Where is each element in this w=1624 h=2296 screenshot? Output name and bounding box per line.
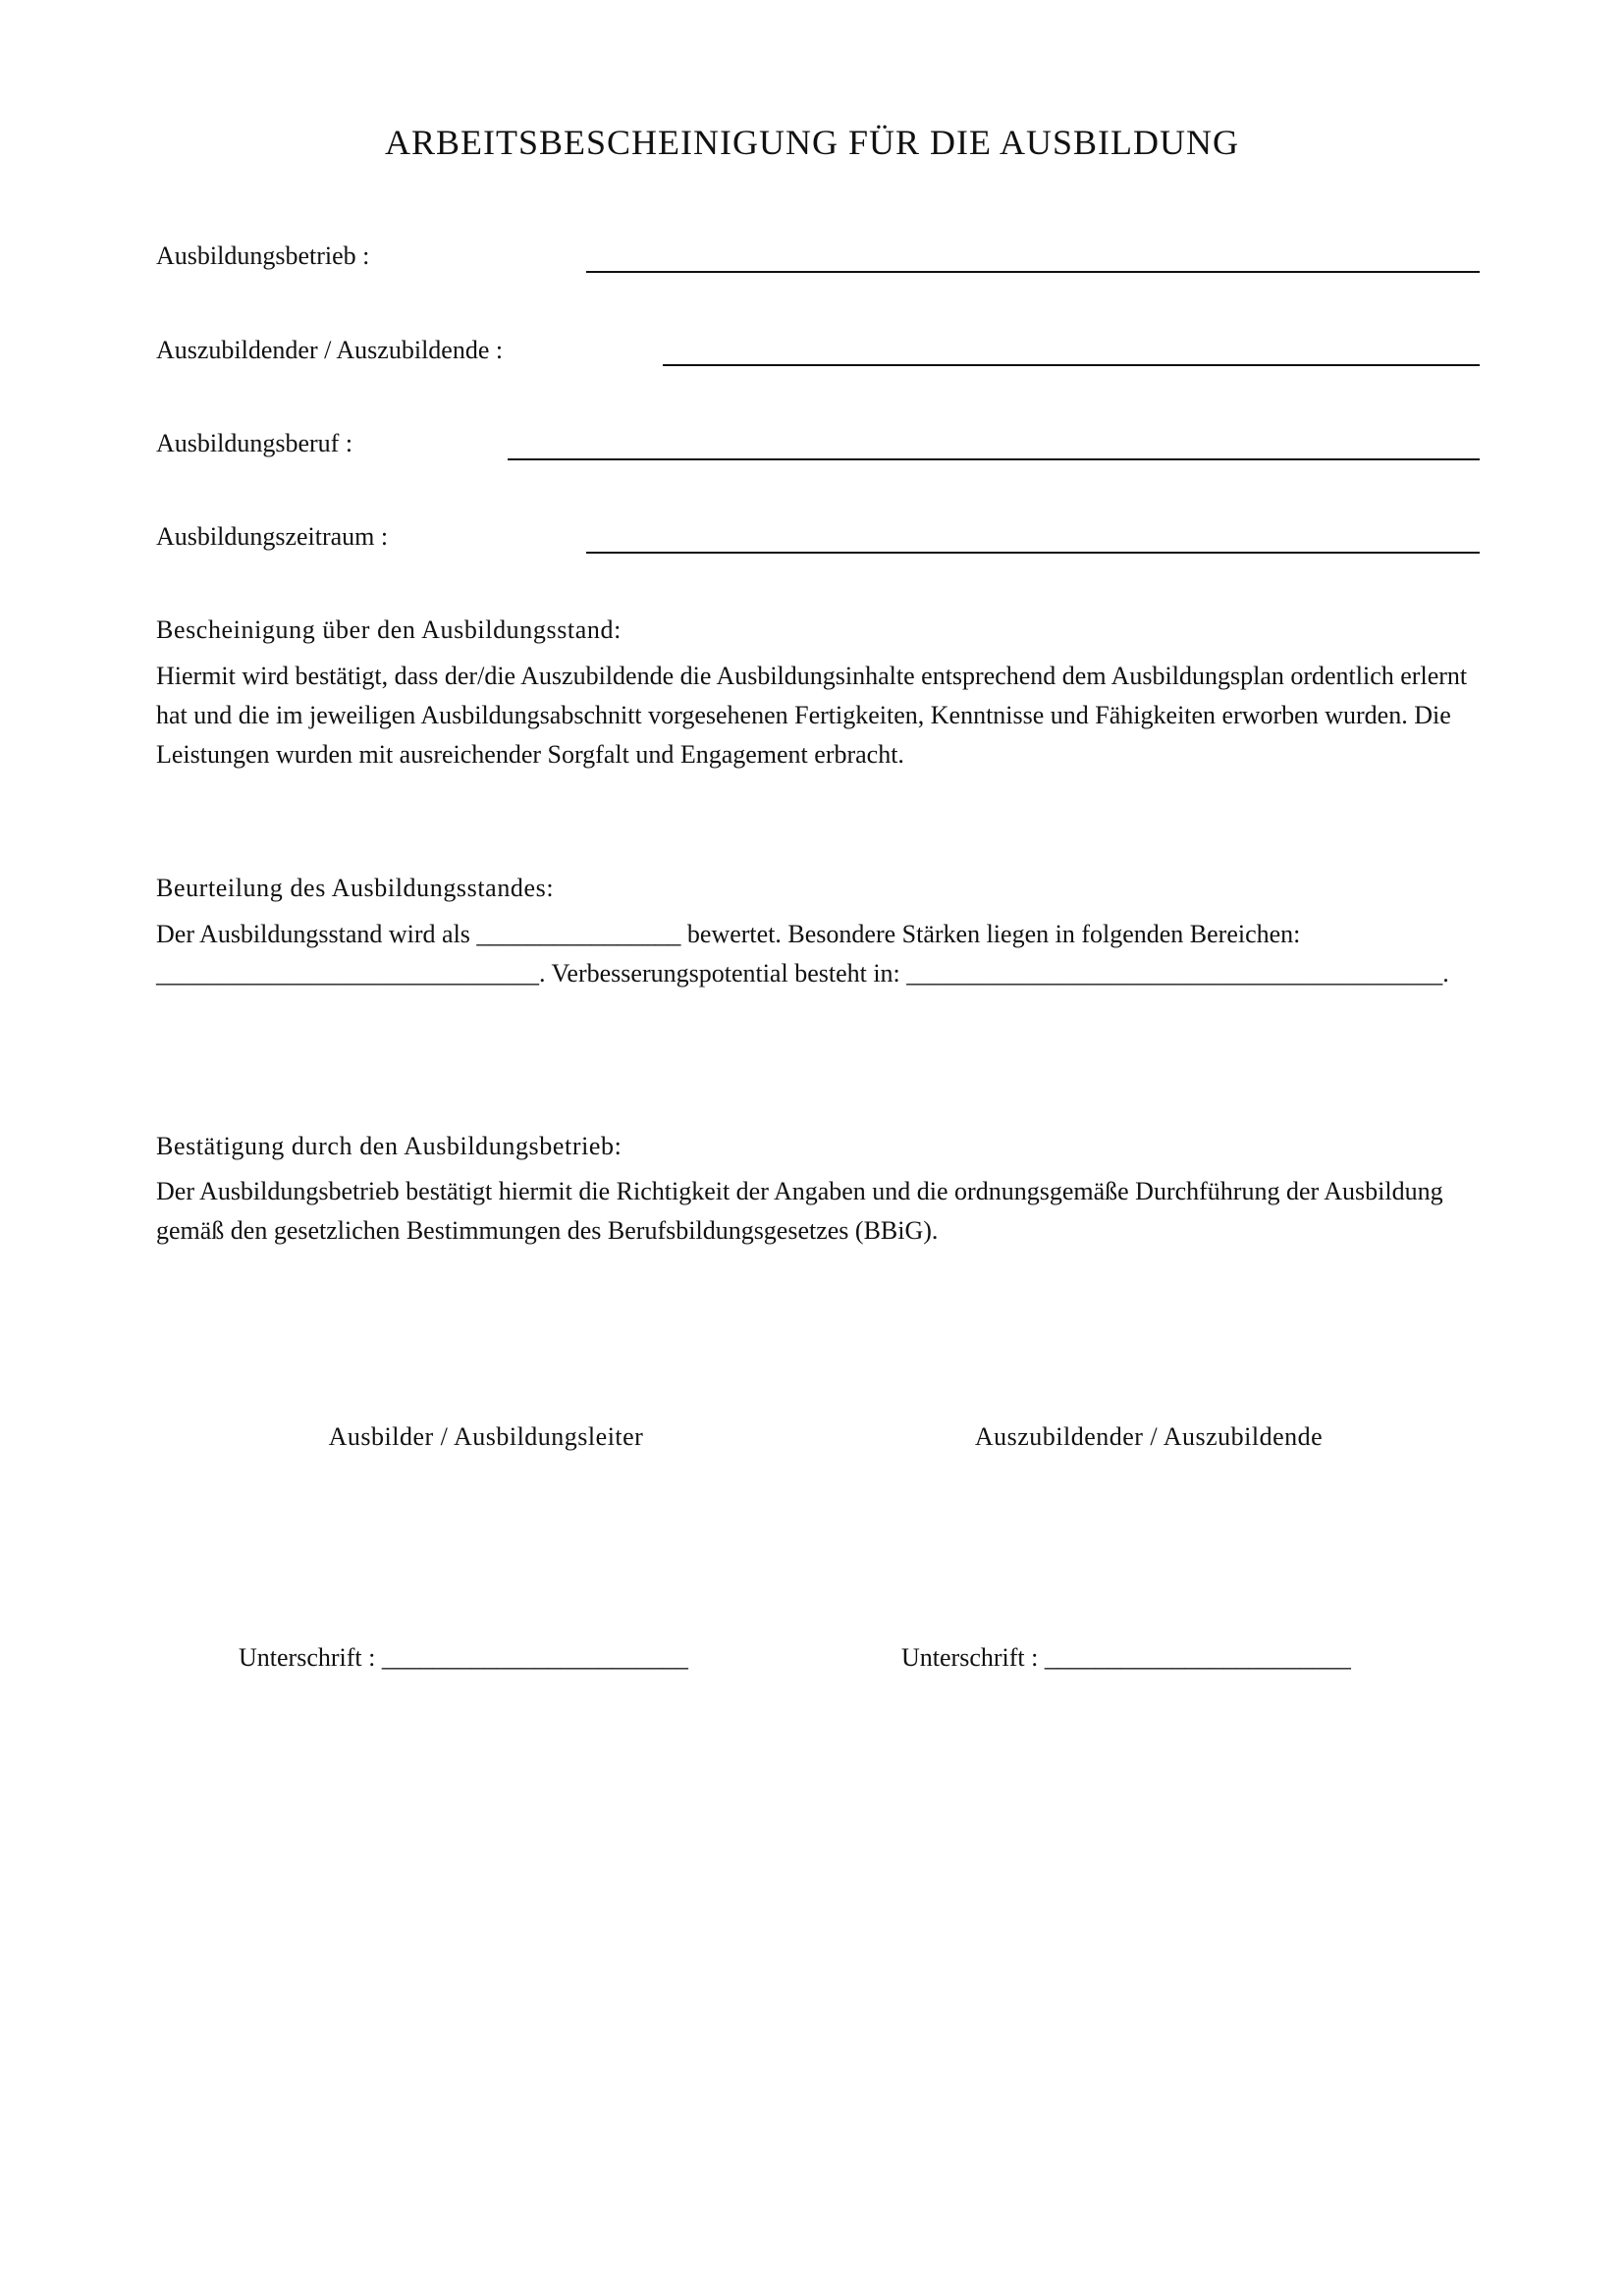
signature-line-trainer [239,1641,688,1675]
field-label-training-company: Ausbildungsbetrieb : [156,241,370,270]
assessment-text-part4: . [1442,959,1449,988]
signature-label-trainer: Unterschrift : [239,1643,382,1672]
assessment-heading: Beurteilung des Ausbildungsstandes: [156,874,555,902]
field-line-occupation[interactable] [508,458,1480,460]
assessment-rating-blank[interactable]: ________________ [476,920,681,948]
confirmation-heading: Bestätigung durch den Ausbildungsbetrieb: [156,1132,623,1160]
assessment-improvement-blank[interactable]: __________________________________________ [906,959,1443,988]
field-label-occupation: Ausbildungsberuf : [156,429,353,457]
signature-line-trainee [901,1641,1351,1675]
field-line-training-period[interactable] [586,552,1480,554]
field-label-training-period: Ausbildungszeitraum : [156,522,389,551]
confirmation-text: Der Ausbildungsbetrieb bestätigt hiermit die Richtigkeit der Angaben und die ordnungsgemäße Durchführung der Ausbildung gemäß den gesetzlichen Bestimmungen des Berufsbildungsgesetzes (BBiG). [156,1177,1443,1245]
assessment-text-part1: Der Ausbildungsstand wird als [156,920,477,948]
signature-blank-trainee[interactable]: ________________________ [1044,1643,1351,1672]
field-line-training-company[interactable] [586,271,1480,273]
field-label-trainee: Auszubildender / Auszubildende : [156,336,504,364]
signature-role-trainer: Ausbilder / Ausbildungsleiter [328,1422,644,1451]
assessment-text-part3: . Verbesserungspotential besteht in: [539,959,907,988]
signature-blank-trainer[interactable]: ________________________ [381,1643,688,1672]
signature-label-trainee: Unterschrift : [901,1643,1045,1672]
certificate-text: Hiermit wird bestätigt, dass der/die Auszubildende die Ausbildungsinhalte entsprechend dem Ausbildungsplan ordentlich erlernt hat und die im jeweiligen Ausbildungsabschnitt vorgesehenen Fertigkeiten, Kenntnisse und Fähigkeiten erworben wurden. Die Leistungen wurden mit ausreichender Sorgfalt und Engagement erbracht. [156,662,1468,769]
signature-role-trainee: Auszubildender / Auszubildende [974,1422,1324,1451]
field-line-trainee[interactable] [663,364,1480,366]
certificate-heading: Bescheinigung über den Ausbildungsstand: [156,615,622,644]
assessment-text [156,915,1472,993]
document-title: ARBEITSBESCHEINIGUNG FÜR DIE AUSBILDUNG [384,123,1240,162]
assessment-text-part2: bewertet. Besondere Stärken liegen in folgenden Bereichen: [680,920,1301,948]
assessment-strengths-blank[interactable]: ______________________________ [156,959,539,988]
